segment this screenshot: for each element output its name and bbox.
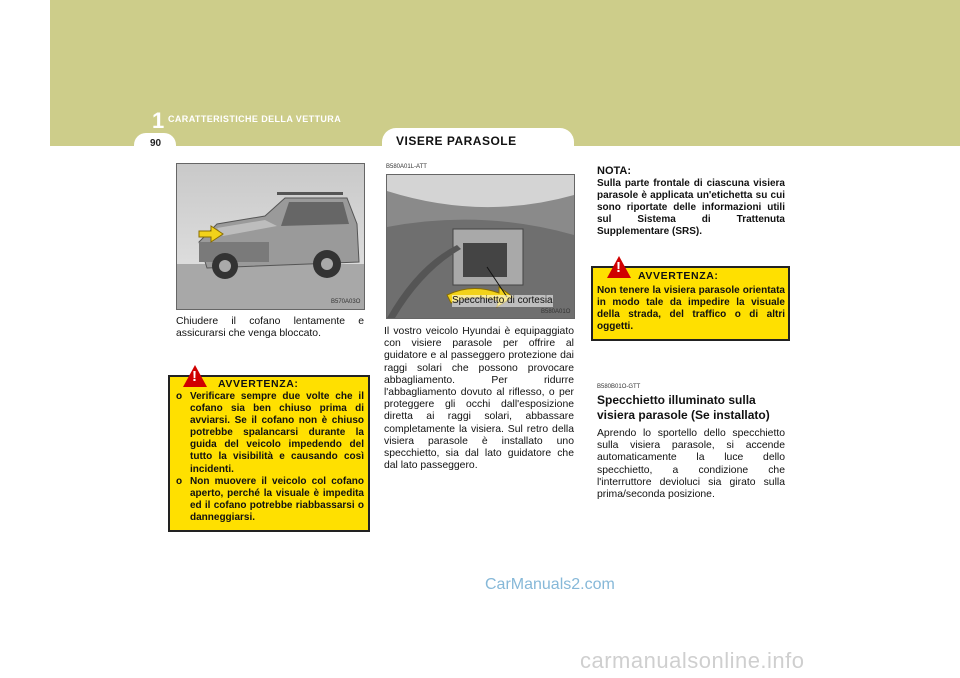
warning-item: o Verificare sempre due volte che il cofano sia ben chiuso prima di avviarsi. Se il cofano non è chiuso potrebbe spalancarsi durante la guida del veicolo impedendo del tutto la visibilità e causando così incidenti. <box>176 391 364 475</box>
photo-code: B570A03O <box>331 299 361 305</box>
warning-text: Non tenere la visiera parasole orientata in modo tale da impedire la visuale della strada, del traffico o di altri oggetti. <box>597 285 785 333</box>
ref-code: B580B01O-GTT <box>597 384 641 390</box>
mirror-body: Aprendo lo sportello dello specchietto sulla visiera parasole, si accende automaticamente la luce dello specchietto, a condizione che l'interruttore devioluci sia girato sulla prima/seconda posizione. <box>597 428 785 501</box>
warning-icon: ! <box>183 365 207 387</box>
warning-icon: ! <box>607 256 631 278</box>
warning-title: AVVERTENZA: <box>638 270 719 282</box>
mirror-heading: Specchietto illuminato sulla visiera parasole (Se installato) <box>597 393 770 422</box>
photo-label: Specchietto di cortesia <box>452 295 553 306</box>
chapter-number: 1 <box>152 108 165 133</box>
chapter-title: CARATTERISTICHE DELLA VETTURA <box>168 114 342 124</box>
header-banner <box>50 0 960 146</box>
car-hood-photo <box>176 163 365 310</box>
ref-code: B580A01L-ATT <box>386 164 427 170</box>
hood-caption: Chiudere il cofano lentamente e assicurarsi che venga bloccato. <box>176 316 364 340</box>
watermark[interactable]: CarManuals2.com <box>485 576 615 593</box>
visor-body: Il vostro veicolo Hyundai è equipaggiato con visiere parasole per offrire al guidatore e al passeggero protezione dai raggi solari che possono provocare abbagliamento. Per ridurre l'abbagliamento dovuto al riflesso, o per proteggere gli occhi dall'esposizione diretta ai raggi solari, abbassare completamente la visiera. Sul retro della visiera parasole è installato uno specchietto, sia dal lato guidatore che dal lato passeggero. <box>384 326 574 472</box>
section-title: VISERE PARASOLE <box>396 134 517 148</box>
warning-title: AVVERTENZA: <box>218 378 299 390</box>
footer-watermark[interactable]: carmanualsonline.info <box>580 648 805 673</box>
warning-item: o Non muovere il veicolo col cofano aperto, perché la visuale è impedita ed il cofano potrebbe riabbassarsi o danneggiarsi. <box>176 476 364 524</box>
photo-code: B580A01O <box>541 309 571 315</box>
nota-text: Sulla parte frontale di ciascuna visiera parasole è applicata un'etichetta su cui sono riportate delle informazioni utili sul Sistema di Trattenuta Supplementare (SRS). <box>597 178 785 238</box>
page-number: 90 <box>150 138 162 149</box>
nota-title: NOTA: <box>597 165 632 177</box>
